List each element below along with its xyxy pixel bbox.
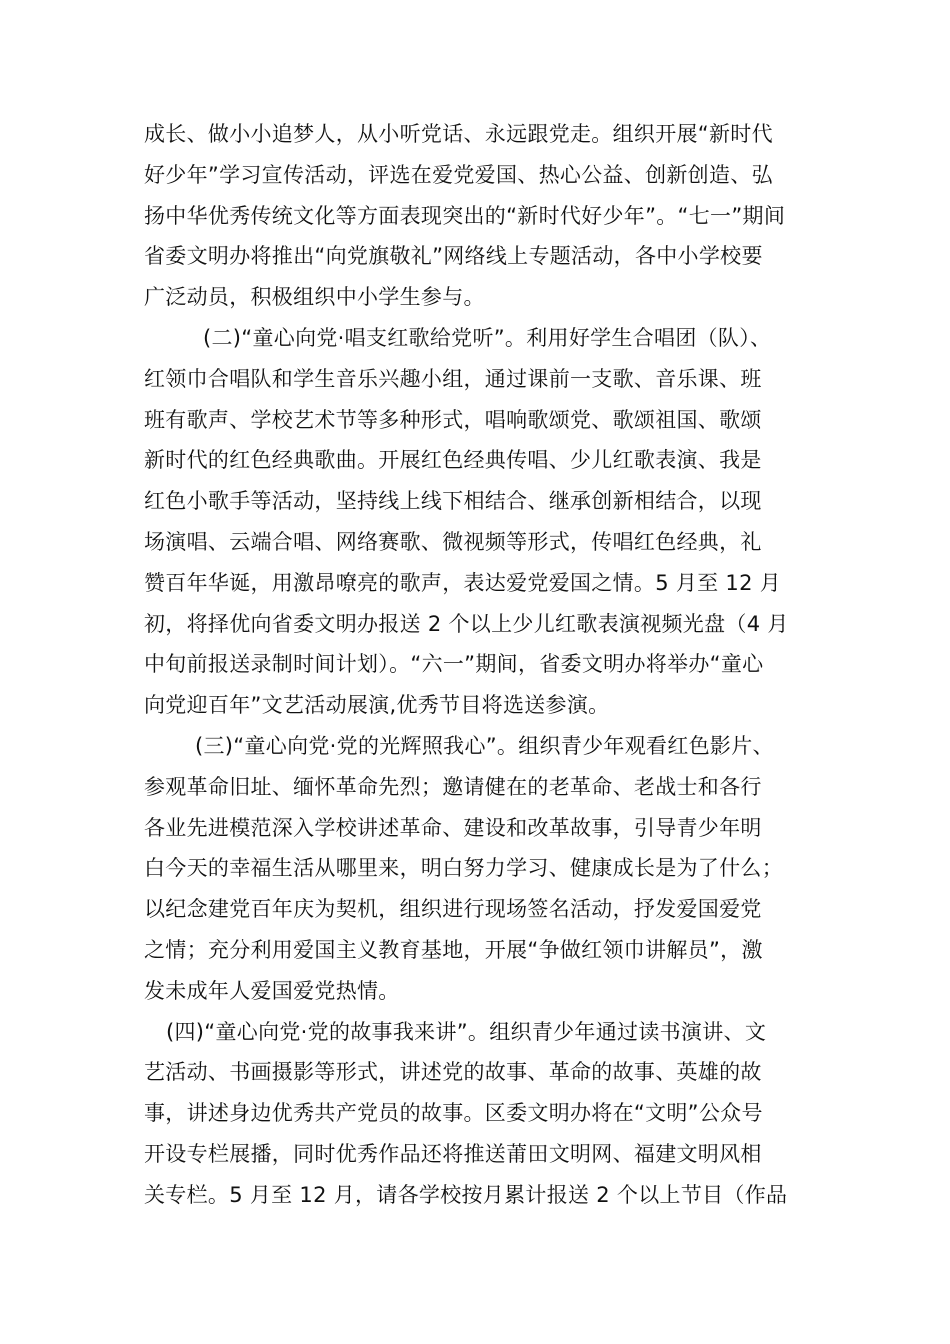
text-line: 场演唱、云端合唱、网络赛歌、微视频等形式，传唱红色经典，礼	[144, 529, 762, 554]
text-line: 事，讲述身边优秀共产党员的故事。区委文明办将在“文明”公众号	[144, 1101, 763, 1126]
paragraph-section-2	[144, 318, 834, 726]
text-line: 向党迎百年”文艺活动展演,优秀节目将选送参演。	[144, 693, 610, 718]
text-line: 发未成年人爱国爱党热情。	[144, 978, 400, 1003]
text-line: 关专栏。5 月至 12 月，请各学校按月累计报送 2 个以上节目（作品	[144, 1182, 788, 1207]
text-line: 新时代的红色经典歌曲。开展红色经典传唱、少儿红歌表演、我是	[144, 448, 762, 473]
text-line: 参观革命旧址、缅怀革命先烈；邀请健在的老革命、老战士和各行	[144, 774, 762, 799]
text-line: 班有歌声、学校艺术节等多种形式，唱响歌颂党、歌颂祖国、歌颂	[144, 407, 762, 432]
text-line: 艺活动、书画摄影等形式，讲述党的故事、革命的故事、英雄的故	[144, 1060, 762, 1085]
text-line: 中旬前报送录制时间计划）。“六一”期间，省委文明办将举办“童心	[144, 652, 764, 677]
paragraph-continuation	[144, 114, 834, 318]
text-line: 省委文明办将推出“向党旗敬礼”网络线上专题活动，各中小学校要	[144, 244, 763, 269]
text-line: 开设专栏展播，同时优秀作品还将推送莆田文明网、福建文明风相	[144, 1141, 762, 1166]
paragraph-section-3	[144, 726, 834, 1012]
text-line: 各业先进模范深入学校讲述革命、建设和改革故事，引导青少年明	[144, 815, 762, 840]
text-line: 广泛动员，积极组织中小学生参与。	[144, 285, 485, 310]
section-heading-line: (二)“童心向党·唱支红歌给党听”。利用好学生合唱团（队）、	[203, 325, 772, 350]
text-line: 红色小歌手等活动，坚持线上线下相结合、继承创新相结合，以现	[144, 489, 762, 514]
text-line: 以纪念建党百年庆为契机，组织进行现场签名活动，抒发爱国爱党	[144, 897, 762, 922]
text-line: 扬中华优秀传统文化等方面表现突出的“新时代好少年”。“七一”期间	[144, 203, 786, 228]
text-line: 红领巾合唱队和学生音乐兴趣小组，通过课前一支歌、音乐课、班	[144, 366, 762, 391]
text-line: 初，将择优向省委文明办报送 2 个以上少儿红歌表演视频光盘（4 月	[144, 611, 789, 636]
text-line: 成长、做小小追梦人，从小听党话、永远跟党走。组织开展“新时代	[144, 122, 773, 146]
section-heading-line: (四)“童心向党·党的故事我来讲”。组织青少年通过读书演讲、文	[166, 1019, 767, 1044]
text-line: 之情；充分利用爱国主义教育基地，开展“争做红领巾讲解员”，激	[144, 937, 763, 962]
text-line: 赞百年华诞，用激昂嘹亮的歌声，表达爱党爱国之情。5 月至 12 月	[144, 570, 782, 595]
paragraph-section-4	[144, 1012, 834, 1216]
text-line: 白今天的幸福生活从哪里来，明白努力学习、健康成长是为了什么；	[144, 856, 783, 881]
section-heading-line: (三)“童心向党·党的光辉照我心”。组织青少年观看红色影片、	[195, 733, 774, 758]
document-body	[144, 114, 834, 1216]
text-line: 好少年”学习宣传活动，评选在爱党爱国、热心公益、创新创造、弘	[144, 162, 773, 187]
